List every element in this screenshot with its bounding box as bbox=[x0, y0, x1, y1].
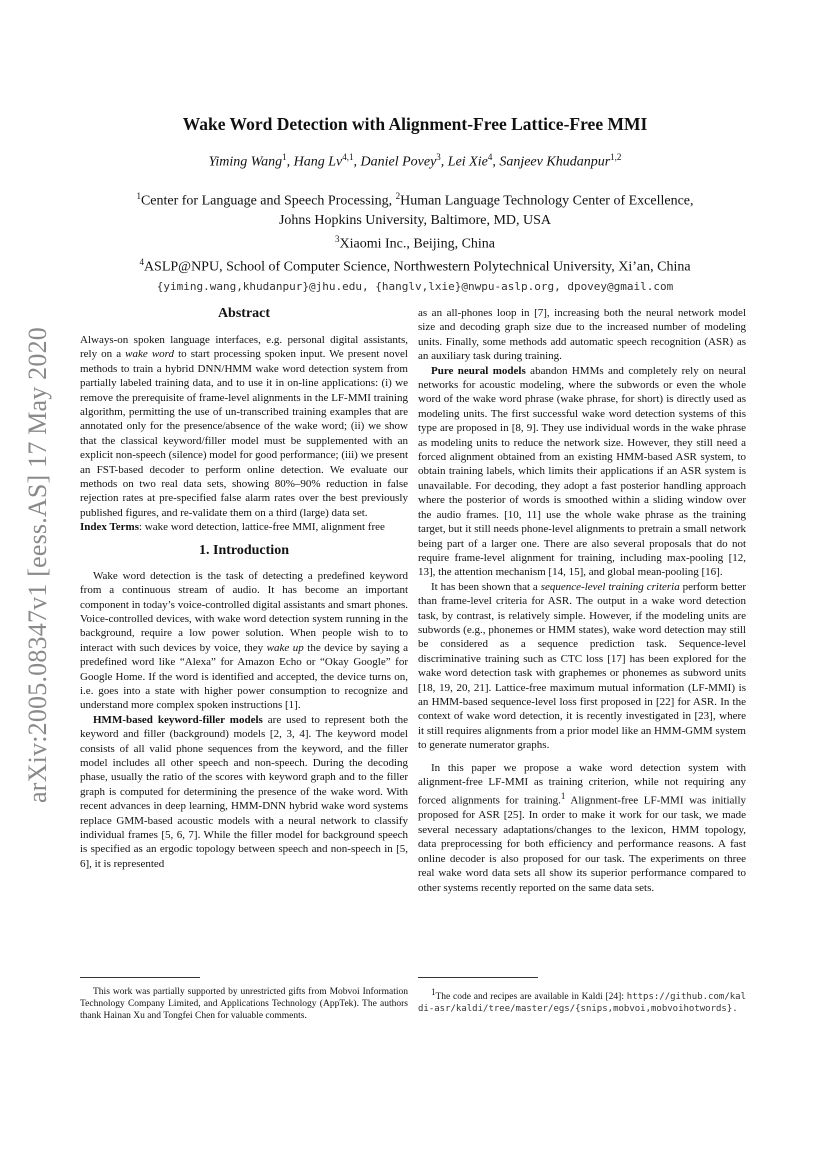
intro-paragraph bbox=[80, 713, 408, 871]
abstract-emphasis: wake word bbox=[125, 348, 175, 361]
paragraph-text: Wake word detection is the task of detecting a predefined keyword from a continuous stream of audio. It has become an important component in today’s voice-controlled digital assistants and smart phones. Voice-controlled devices, with wake word detection system running in the background, require a low power solution. When people wish to to interact with such devices by voice, they bbox=[80, 569, 408, 654]
paragraph-bold-lead: Pure neural models bbox=[431, 364, 526, 377]
affiliation-line: Johns Hopkins University, Baltimore, MD, USA bbox=[278, 212, 552, 228]
footnote-text: The code and recipes are available in Kaldi [24]: bbox=[435, 992, 627, 1003]
abstract-text: to start processing spoken input. We present novel methods to train a hybrid DNN/HMM wake word detection system from partially labeled training data, and to use it in on-line applications: (i) we remove the prerequisite of frame-level alignments in the LF-MMI training algorithm, permitting the use of un-transcribed training examples that are annotated only for the presence/absence of the wake word; (ii) we show that the classical keyword/filler model must be supplemented with an explicit non-speech (silence) model for good performance; (iii) we present an FST-based decoder to perform online detection. We evaluate our methods on two real data sets, showing 80%–90% reduction in false rejection rates at pre-specified false alarm rates over the best previously published figures, and re-validate them on a third (large) data set. bbox=[80, 348, 408, 519]
footnote-mark: 1 bbox=[560, 791, 566, 802]
index-terms-label: Index Terms bbox=[80, 521, 139, 534]
code-footnote bbox=[418, 986, 746, 1016]
author-name: Hang Lv bbox=[293, 154, 343, 170]
paragraph-text: Alignment-free LF-MMI was initially proposed for ASR [25]. In order to make it work for our task, we made several necessary adaptations/changes to the lexicon, HMM topology, data preprocessing for both efficiency and performance reasons. A fast online decoder is also proposed for our task. The experiments on three real wake word data sets all show its superior performance compared to other systems recently reported on the same data sets. bbox=[418, 795, 746, 894]
body-paragraph bbox=[418, 580, 746, 753]
affiliation-line bbox=[60, 230, 770, 254]
author-name: Daniel Povey bbox=[360, 154, 437, 170]
author-name: Sanjeev Khudanpur bbox=[499, 154, 611, 170]
arxiv-sidebar-stamp bbox=[10, 327, 66, 803]
footnote-url-link[interactable]: https://github.com/kaldi-asr/kaldi/tree/master/egs/{snips,mobvoi,mobvoihotwords}. bbox=[418, 992, 746, 1015]
paragraph-bold-lead: HMM-based keyword-filler models bbox=[93, 713, 263, 726]
paragraph-text: perform better than frame-level criteria for ASR. The output in a wake word detection task, by contrast, is relatively simple. However, if the modeling units are subwords (e.g., phonemes or HMM states), wake word detection may still be considered as a sequence prediction task. Sequence-level discriminative training such as CTC loss [17] has been explored for the wake word detection task with graphemes or phonemes as subword units [18, 19, 20, 21]. Lattice-free maximum mutual information (LF-MMI) is an HMM-based sequence-level loss first proposed in [22] for ASR. In the context of wake word detection, it is recently investigated in [23], where it still requires alignments from a prior model like an HMM-GMM system to generate numerator graphs. bbox=[418, 580, 747, 752]
author-affil-mark: 3 bbox=[436, 152, 441, 162]
footnote-rule bbox=[80, 977, 200, 978]
body-paragraph bbox=[418, 761, 746, 895]
author-affil-mark: 4,1 bbox=[342, 152, 354, 162]
index-terms-text: : wake word detection, lattice-free MMI, alignment free bbox=[139, 521, 385, 534]
arxiv-identifier: arXiv:2005.08347v1 [eess.AS] 17 May 2020 bbox=[23, 327, 52, 803]
affil-mark: 2 bbox=[395, 191, 401, 201]
footnote-text: This work was partially supported by unrestricted gifts from Mobvoi Information Technology Company Limited, and Applications Technology (AppTek). The authors thank Hainan Xu and Tongfei Chen for valuable comments. bbox=[80, 987, 408, 1022]
acknowledgement-footnote bbox=[80, 986, 408, 1023]
affil-text: Xiaomi Inc., Beijing, China bbox=[339, 236, 496, 252]
paragraph-text: are used to represent both the keyword and filler (background) models [2, 3, 4]. The keyword model consists of all valid phone sequences from the keyword, and the filler model includes all other speech and non-speech. During the decoding phase, usually the ratio of the scores with keyword graph and to the filler graph is computed for determining the presence of the wake word. With recent advances in deep learning, HMM-DNN hybrid wake word systems replace GMM-based acoustic models with a neural network to classify individual frames [5, 6, 7]. While the filler model for background speech is specified as an ergodic topology between speech and non-speech in [5, 6], it is represented bbox=[80, 713, 409, 870]
affiliation-line bbox=[60, 187, 770, 211]
right-column bbox=[418, 306, 746, 895]
abstract-text: Always-on spoken language interfaces, e.g. personal digital assistants, rely on a bbox=[80, 334, 408, 361]
footnote-mark: 1 bbox=[431, 987, 436, 997]
left-column bbox=[80, 306, 408, 871]
paragraph-emphasis: sequence-level training criteria bbox=[540, 580, 680, 593]
author-affil-mark: 4 bbox=[487, 152, 493, 162]
affil-mark: 3 bbox=[334, 233, 340, 244]
footnote-body bbox=[418, 986, 746, 1016]
author-affil-mark: 1 bbox=[282, 152, 287, 162]
paragraph-emphasis: wake up bbox=[266, 641, 304, 654]
affil-mark: 4 bbox=[139, 257, 144, 268]
author-list: Yiming Wang$^1$, Hang Lv$^{4,1}$, Daniel Povey$^3$, Lei Xie$^4$, Sanjeev Khudanpur$^{1,2}$ bbox=[208, 152, 622, 170]
index-terms bbox=[80, 520, 408, 534]
section-heading-introduction: 1. Introduction bbox=[199, 542, 289, 558]
abstract-body bbox=[80, 333, 408, 520]
paragraph-text: It has been shown that a bbox=[431, 580, 541, 593]
paper-title: Wake Word Detection with Alignment-Free Lattice-Free MMI bbox=[182, 114, 648, 134]
intro-paragraph bbox=[80, 569, 408, 713]
affiliation-line bbox=[60, 253, 770, 277]
body-paragraph bbox=[418, 364, 746, 580]
author-name: Lei Xie bbox=[447, 154, 488, 170]
affiliations bbox=[60, 187, 770, 297]
author-affil-mark: 1,2 bbox=[610, 152, 622, 162]
abstract-heading: Abstract bbox=[217, 306, 271, 321]
affil-text: ASLP@NPU, School of Computer Science, Northwestern Polytechnical University, Xi’an, China bbox=[143, 259, 691, 275]
author-emails: {yiming.wang,khudanpur}@jhu.edu, {hanglv,lxie}@nwpu-aslp.org, dpovey@gmail.com bbox=[156, 279, 674, 293]
paragraph-text: the device by saying a predefined word like “Alexa” for Amazon Echo or “Okay Google” for Google Home. If the word is identified and accepted, the device turns on, i.e. goes into a state with higher power consumption to recognize and understand more complex spoken instructions [1]. bbox=[80, 641, 409, 712]
body-paragraph: as an all-phones loop in [7], increasing both the neural network model size and decoding graph size due to the increased number of modeling units. Finally, some methods add automatic speech recognition (ASR) as an auxiliary task during training. bbox=[418, 307, 746, 363]
paragraph-text: In this paper we propose a wake word detection system with alignment-free LF-MMI as training criterion, while not requiring any forced alignments for training. bbox=[418, 761, 746, 808]
affil-text: Human Language Technology Center of Excellence, bbox=[400, 193, 694, 209]
affil-mark: 1 bbox=[136, 191, 141, 201]
footnote-rule bbox=[418, 977, 538, 978]
paragraph-text: abandon HMMs and completely rely on neural networks for acoustic modeling, where the subwords or even the whole word of the wake word phrase (wake phrase, for short) is directly used as modeling units. The first successful wake word detection systems of this type are proposed in [8, 9]. They use individual words in the wake phrase as modeling units to reduce the network size. However, they still need a forced alignment obtained from an existing HMM-based ASR system, to obtain training labels, which limits their applications if an ASR system is unavailable. For decoding, they adopt a fast posterior handling approach where the posterior of words is smoothed within a sliding window over the audio frames. [10, 11] use the whole wake phrase as the training target, but it still needs phone-level alignments to pretrain a small network being part of a larger one. There are also several proposals that do not require frame-level alignment for training, including max-pooling [12, 13], the attention mechanism [14, 15], and global mean-pooling [16]. bbox=[418, 364, 747, 579]
affil-text: Center for Language and Speech Processing, bbox=[140, 193, 396, 209]
author-name: Yiming Wang bbox=[208, 154, 283, 170]
